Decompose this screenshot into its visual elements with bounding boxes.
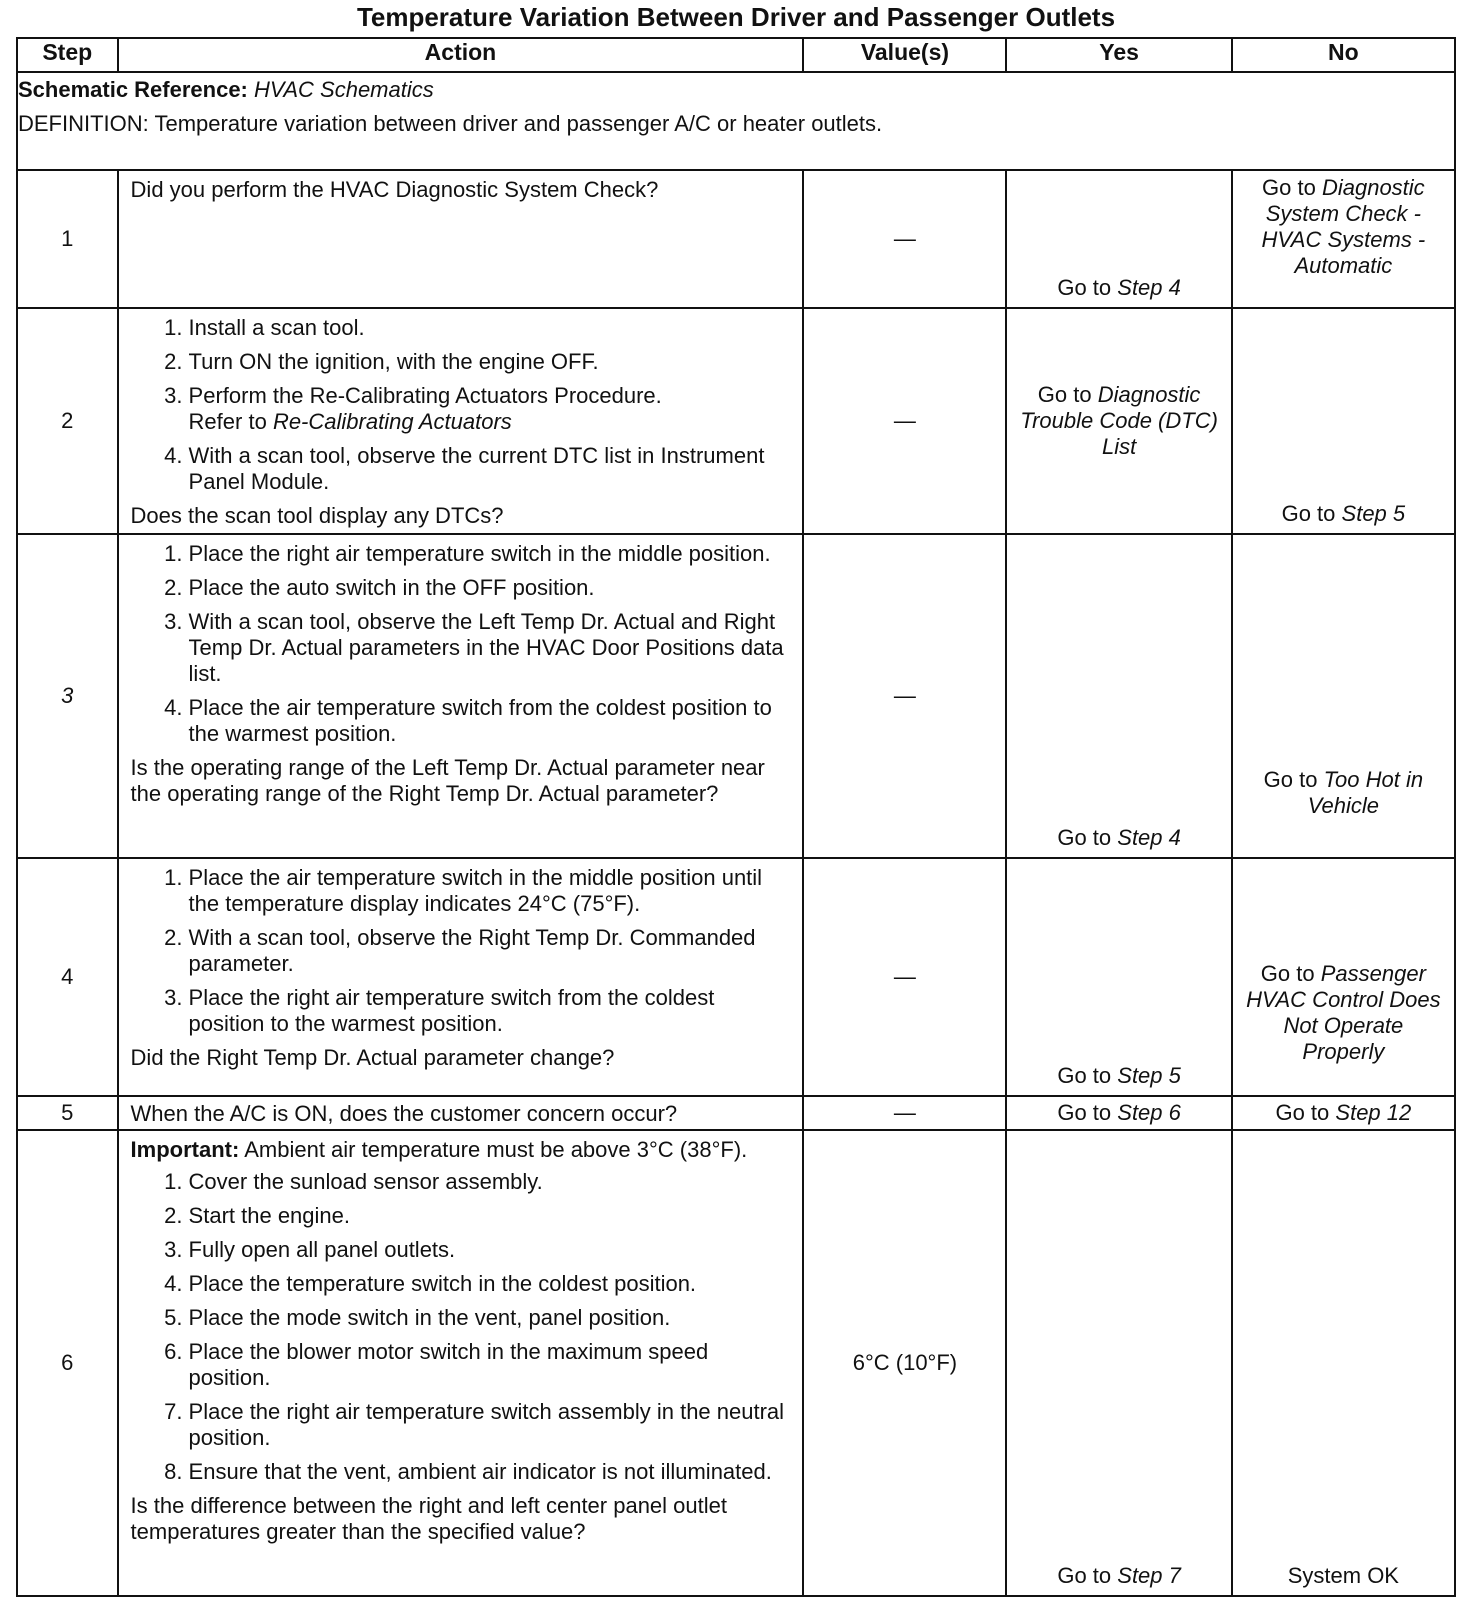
value-cell: — (803, 858, 1006, 1096)
reference-cell (17, 72, 1455, 170)
step-number: 1 (17, 170, 118, 308)
definition: DEFINITION: Temperature variation between driver and passenger A/C or heater outlets. (18, 111, 883, 136)
refer-prefix: Refer to (188, 409, 267, 434)
yes-result (1007, 382, 1230, 460)
no-prefix: Go to (1262, 175, 1316, 200)
action-cell (118, 1130, 804, 1596)
no-cell (1232, 170, 1455, 308)
action-question: When the A/C is ON, does the customer concern occur? (130, 1101, 678, 1126)
value-cell: 6°C (10°F) (803, 1130, 1006, 1596)
no-result (1233, 501, 1454, 527)
list-item: 3. With a scan tool, observe the Left Temp Dr. Actual and Right Temp Dr. Actual parameters in the HVAC Door Positions data list. (189, 609, 793, 687)
list-item: 1. Place the air temperature switch in the middle position until the temperature display indicates 24°C (75°F). (189, 865, 793, 917)
list-item: 3. Fully open all panel outlets. (189, 1237, 793, 1263)
step-number: 4 (17, 858, 118, 1096)
diagnostic-table (16, 37, 1456, 1597)
yes-prefix: Go to (1057, 275, 1112, 300)
yes-link[interactable]: Step 4 (1117, 825, 1181, 850)
value-cell: — (803, 1096, 1006, 1130)
schematic-reference (18, 73, 1454, 107)
no-cell (1232, 858, 1455, 1096)
action-cell (118, 534, 804, 858)
refer-link[interactable]: Re-Calibrating Actuators (272, 409, 512, 434)
no-link[interactable]: Passenger HVAC Control Does Not Operate Properly (1246, 961, 1441, 1064)
header-step: Step (17, 38, 118, 72)
action-steps (131, 865, 793, 1037)
schematic-label: Schematic Reference: (18, 77, 248, 102)
list-item: 7. Place the right air temperature switch assembly in the neutral position. (189, 1399, 793, 1451)
list-item: 8. Ensure that the vent, ambient air indicator is not illuminated. (189, 1459, 793, 1485)
no-prefix: Go to (1260, 961, 1315, 986)
action-question: Does the scan tool display any DTCs? (130, 503, 504, 528)
step-number: 6 (17, 1130, 118, 1596)
action-steps (131, 315, 793, 495)
important-note (131, 1137, 793, 1163)
yes-cell (1006, 858, 1231, 1096)
list-item-text: Perform the Re-Calibrating Actuators Procedure. (188, 383, 662, 408)
header-yes: Yes (1006, 38, 1231, 72)
important-text: Ambient air temperature must be above 3°C (38°F). (244, 1137, 748, 1162)
yes-result (1007, 275, 1230, 301)
action-steps (131, 541, 793, 747)
list-item: 1. Install a scan tool. (189, 315, 793, 341)
yes-prefix: Go to (1057, 825, 1112, 850)
list-item: 6. Place the blower motor switch in the maximum speed position. (189, 1339, 793, 1391)
yes-cell (1006, 534, 1231, 858)
action-cell (118, 170, 804, 308)
value-cell: — (803, 170, 1006, 308)
list-item: 2. With a scan tool, observe the Right Temp Dr. Commanded parameter. (189, 925, 793, 977)
action-question: Did you perform the HVAC Diagnostic System Check? (130, 177, 659, 202)
table-row (17, 170, 1455, 308)
list-item: 3. Place the right air temperature switch from the coldest position to the warmest position. (189, 985, 793, 1037)
list-item: 5. Place the mode switch in the vent, panel position. (189, 1305, 793, 1331)
value-cell: — (803, 534, 1006, 858)
list-item: 2. Start the engine. (189, 1203, 793, 1229)
header-values: Value(s) (803, 38, 1006, 72)
no-link[interactable]: Step 12 (1335, 1100, 1412, 1125)
value-cell: — (803, 308, 1006, 534)
step-number: 3 (17, 534, 118, 858)
no-cell (1232, 1130, 1455, 1596)
no-link[interactable]: Step 5 (1341, 501, 1406, 526)
yes-cell (1006, 170, 1231, 308)
table-row (17, 308, 1455, 534)
yes-prefix: Go to (1057, 1063, 1112, 1088)
no-cell (1232, 308, 1455, 534)
no-result: System OK (1287, 1563, 1399, 1588)
yes-prefix: Go to (1057, 1563, 1112, 1588)
yes-result (1007, 825, 1230, 851)
no-cell (1232, 534, 1455, 858)
action-cell (118, 308, 804, 534)
no-prefix: Go to (1281, 501, 1336, 526)
no-prefix: Go to (1275, 1100, 1330, 1125)
action-question: Did the Right Temp Dr. Actual parameter change? (130, 1045, 615, 1070)
no-link[interactable]: Too Hot in Vehicle (1307, 767, 1424, 818)
yes-link[interactable]: Diagnostic Trouble Code (DTC) List (1020, 382, 1218, 459)
table-row (17, 1130, 1455, 1596)
no-prefix: Go to (1263, 767, 1318, 792)
list-item: 2. Place the auto switch in the OFF position. (189, 575, 793, 601)
list-item: 1. Place the right air temperature switch in the middle position. (189, 541, 793, 567)
no-result (1233, 767, 1454, 819)
list-item: 2. Turn ON the ignition, with the engine OFF. (189, 349, 793, 375)
action-cell (118, 1096, 804, 1130)
list-item: 4. With a scan tool, observe the current DTC list in Instrument Panel Module. (189, 443, 793, 495)
page-title: Temperature Variation Between Driver and Passenger Outlets (356, 2, 1116, 32)
no-result (1233, 961, 1454, 1065)
step-number: 5 (17, 1096, 118, 1130)
yes-cell (1006, 1130, 1231, 1596)
action-question: Is the difference between the right and left center panel outlet temperatures greater than the specified value? (130, 1493, 727, 1544)
header-row (17, 38, 1455, 72)
yes-link[interactable]: Step 5 (1117, 1063, 1181, 1088)
yes-prefix: Go to (1057, 1100, 1112, 1125)
list-item: 4. Place the air temperature switch from the coldest position to the warmest position. (189, 695, 793, 747)
table-row (17, 1096, 1455, 1130)
action-cell (118, 858, 804, 1096)
table-row (17, 534, 1455, 858)
important-label: Important: (130, 1137, 240, 1162)
yes-prefix: Go to (1037, 382, 1092, 407)
action-question: Is the operating range of the Left Temp Dr. Actual parameter near the operating range of the Right Temp Dr. Actual parameter? (130, 755, 765, 806)
yes-link[interactable]: Step 7 (1117, 1563, 1181, 1588)
list-item: 4. Place the temperature switch in the coldest position. (189, 1271, 793, 1297)
yes-result (1007, 1063, 1230, 1089)
yes-cell (1006, 1096, 1231, 1130)
schematic-link[interactable]: HVAC Schematics (254, 77, 434, 102)
list-item (189, 383, 793, 435)
no-result (1233, 175, 1454, 279)
no-cell (1232, 1096, 1455, 1130)
header-action: Action (118, 38, 804, 72)
reference-row (17, 72, 1455, 170)
yes-result (1007, 1563, 1230, 1589)
yes-link[interactable]: Step 6 (1117, 1100, 1181, 1125)
yes-link[interactable]: Step 4 (1117, 275, 1181, 300)
no-link[interactable]: Diagnostic System Check - HVAC Systems - Automatic (1261, 175, 1426, 278)
list-item: 1. Cover the sunload sensor assembly. (189, 1169, 793, 1195)
header-no: No (1232, 38, 1455, 72)
yes-cell (1006, 308, 1231, 534)
table-row (17, 858, 1455, 1096)
step-number: 2 (17, 308, 118, 534)
action-steps (131, 1169, 793, 1485)
